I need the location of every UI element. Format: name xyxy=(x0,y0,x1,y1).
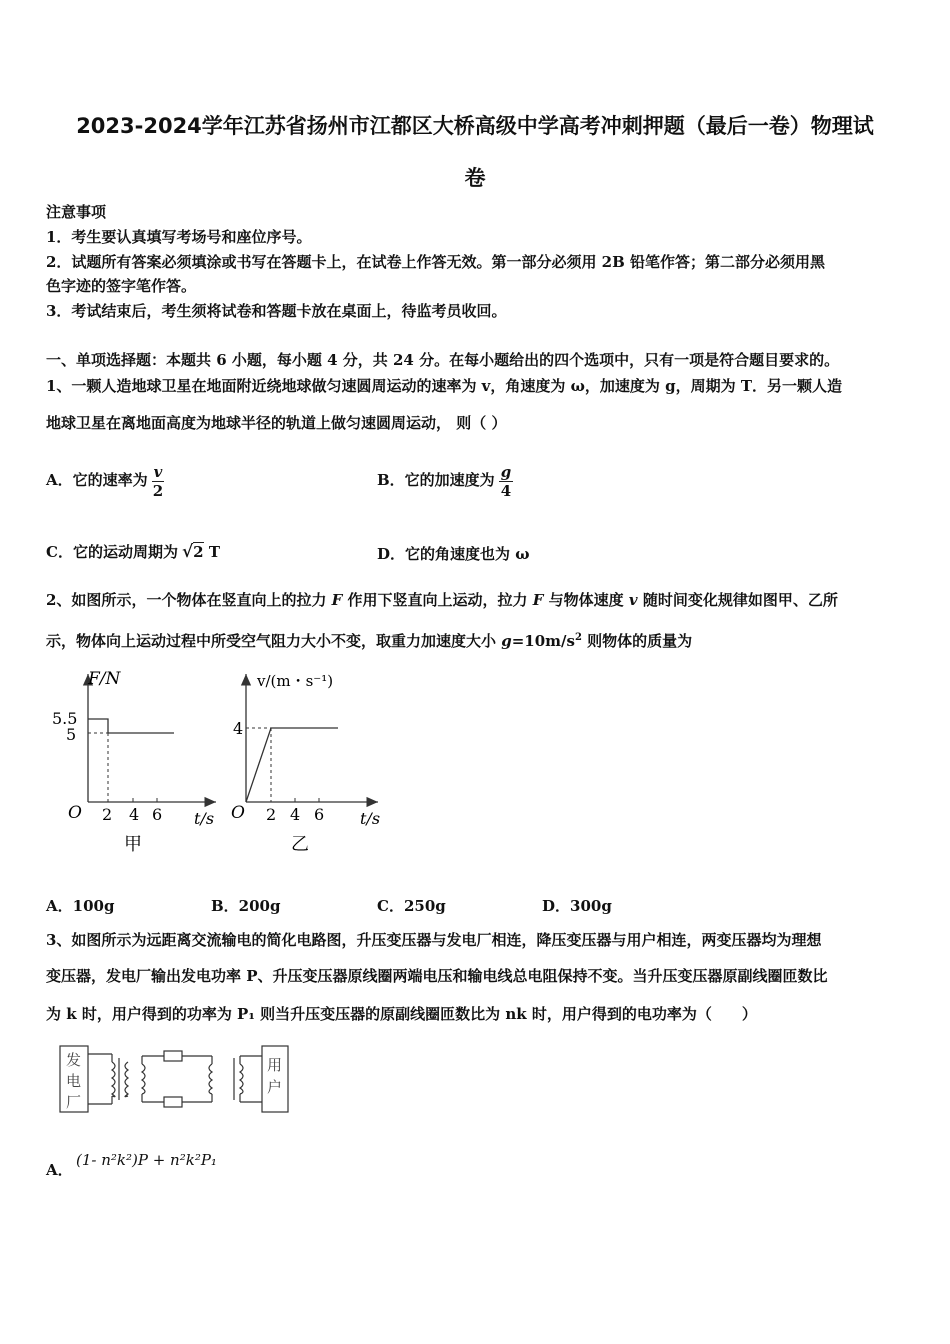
q1-option-c[interactable] xyxy=(46,542,220,562)
graph-caption: 甲 xyxy=(124,834,142,855)
q2-option-c[interactable]: C．250g xyxy=(377,897,446,915)
x-tick-label: 4 xyxy=(290,805,301,824)
fraction-denominator: 4 xyxy=(500,481,512,500)
exam-title xyxy=(40,100,910,204)
step-down-primary-coil xyxy=(209,1064,212,1094)
q2-symbol-f-2: F xyxy=(532,591,544,609)
q3-stem-line-2: 变压器，发电厂输出发电功率 P、升压变压器原线圈两端电压和输电线总电阻保持不变。当升压变压器原副线圈匝数比 xyxy=(46,967,828,985)
q1-option-c-tail: T xyxy=(208,543,220,561)
force-time-graph xyxy=(46,662,236,862)
q1-stem-line-1: 1、一颗人造地球卫星在地面附近绕地球做匀速圆周运动的速率为 v，角速度为 ω，加速度为 g，周期为 T．另一颗人造 xyxy=(46,377,842,395)
title-line-2: 卷 xyxy=(464,166,486,190)
q3-stem-line-3: 为 k 时，用户得到的功率为 P₁ 则当升压变压器的原副线圈匝数比为 nk 时，用户得到的电功率为（ ） xyxy=(46,1005,757,1023)
q2-text-4: 随时间变化规律如图甲、乙所 xyxy=(637,591,838,609)
fraction-numerator: v xyxy=(153,462,163,481)
notice-item-2: 2．试题所有答案必须填涂或书写在答题卡上，在试卷上作答无效。第一部分必须用 2B 铅笔作答；第二部分必须用黑 xyxy=(46,253,826,271)
sqrt-symbol: √2 xyxy=(181,542,204,562)
force-curve xyxy=(88,719,174,733)
origin-label: O xyxy=(68,803,82,823)
q2-text-6: =10m/s xyxy=(511,632,575,650)
step-down-secondary-coil xyxy=(240,1064,243,1094)
tick-label-4: 4 xyxy=(233,719,244,738)
origin-label: O xyxy=(231,803,245,823)
tick-label-5-5: 5.5 xyxy=(52,709,78,728)
velocity-curve xyxy=(246,728,338,802)
q1-option-b-fraction xyxy=(499,464,514,499)
fraction-denominator: 2 xyxy=(152,481,164,500)
notice-item-1: 1．考生要认真填写考场号和座位序号。 xyxy=(46,228,312,246)
q1-option-a[interactable] xyxy=(46,452,164,508)
y-axis-label: v/(m・s⁻¹) xyxy=(257,672,334,690)
user-char: 户 xyxy=(267,1078,283,1096)
q2-text-1: 2、如图所示，一个物体在竖直向上的拉力 xyxy=(46,591,332,609)
power-plant-char: 厂 xyxy=(66,1093,82,1111)
velocity-time-graph xyxy=(228,662,418,862)
x-tick-label: 4 xyxy=(129,805,140,824)
x-tick-label: 6 xyxy=(314,805,325,824)
q2-option-b[interactable]: B．200g xyxy=(211,897,281,915)
q2-option-d[interactable]: D．300g xyxy=(542,897,612,915)
q2-stem-line-2 xyxy=(46,628,692,651)
line-resistor-bottom xyxy=(164,1097,182,1107)
q2-text-3: 与物体速度 xyxy=(543,591,629,609)
step-up-primary-coil xyxy=(112,1062,115,1097)
q2-symbol-v: v xyxy=(628,591,638,609)
q3-option-a-label[interactable]: A． xyxy=(46,1161,73,1179)
q1-stem-line-2: 地球卫星在离地面高度为地球半径的轨道上做匀速圆周运动， 则（ ） xyxy=(46,414,507,432)
q2-stem-line-1 xyxy=(46,590,838,610)
x-axis-label: t/s xyxy=(360,809,381,828)
q1-option-b[interactable] xyxy=(377,452,513,508)
q2-symbol-g: g xyxy=(501,632,512,650)
power-plant-char: 发 xyxy=(66,1051,82,1069)
graph-caption: 乙 xyxy=(291,834,309,855)
power-plant-char: 电 xyxy=(66,1072,82,1090)
notice-item-3: 3．考试结束后，考生须将试卷和答题卡放在桌面上，待监考员收回。 xyxy=(46,302,507,320)
line-resistor-top xyxy=(164,1051,182,1061)
q1-option-a-fraction xyxy=(152,464,165,499)
q3-option-a-formula: (1- n²k²)P + n²k²P₁ xyxy=(76,1151,217,1169)
step-up-secondary-coil xyxy=(125,1062,128,1097)
q1-option-a-text: A．它的速率为 xyxy=(46,471,148,489)
x-tick-label: 6 xyxy=(152,805,163,824)
q2-superscript: 2 xyxy=(574,632,582,643)
q2-text-2: 作用下竖直向上运动，拉力 xyxy=(342,591,533,609)
sqrt-radicand: 2 xyxy=(193,543,204,561)
section-heading: 一、单项选择题：本题共 6 小题，每小题 4 分，共 24 分。在每小题给出的四个选项中，只有一项是符合题目要求的。 xyxy=(46,351,840,369)
q1-option-d[interactable]: D．它的角速度也为 ω xyxy=(377,545,530,563)
notice-heading: 注意事项 xyxy=(46,203,107,221)
q2-text-5: 示，物体向上运动过程中所受空气阻力大小不变，取重力加速度大小 xyxy=(46,632,502,650)
x-axis-label: t/s xyxy=(194,809,215,828)
fraction-numerator: g xyxy=(500,462,512,481)
tick-label-5: 5 xyxy=(66,725,77,744)
q2-symbol-f: F xyxy=(331,591,343,609)
x-tick-label: 2 xyxy=(266,805,277,824)
title-line-1: 2023-2024学年江苏省扬州市江都区大桥高级中学高考冲刺押题（最后一卷）物理试 xyxy=(76,114,874,138)
q2-text-7: 则物体的质量为 xyxy=(581,632,693,650)
x-tick-label: 2 xyxy=(102,805,113,824)
q1-option-b-text: B．它的加速度为 xyxy=(377,471,495,489)
q1-option-c-text: C．它的运动周期为 xyxy=(46,543,178,561)
user-char: 用 xyxy=(267,1056,283,1074)
q3-stem-line-1: 3、如图所示为远距离交流输电的简化电路图，升压变压器与发电厂相连，降压变压器与用户相连，两变压器均为理想 xyxy=(46,931,822,949)
line-coil-left xyxy=(142,1064,145,1094)
y-axis-label: F/N xyxy=(88,669,121,689)
transmission-circuit-diagram xyxy=(54,1038,304,1128)
q2-option-a[interactable]: A．100g xyxy=(46,897,115,915)
notice-item-2-cont: 色字迹的签字笔作答。 xyxy=(46,277,197,295)
